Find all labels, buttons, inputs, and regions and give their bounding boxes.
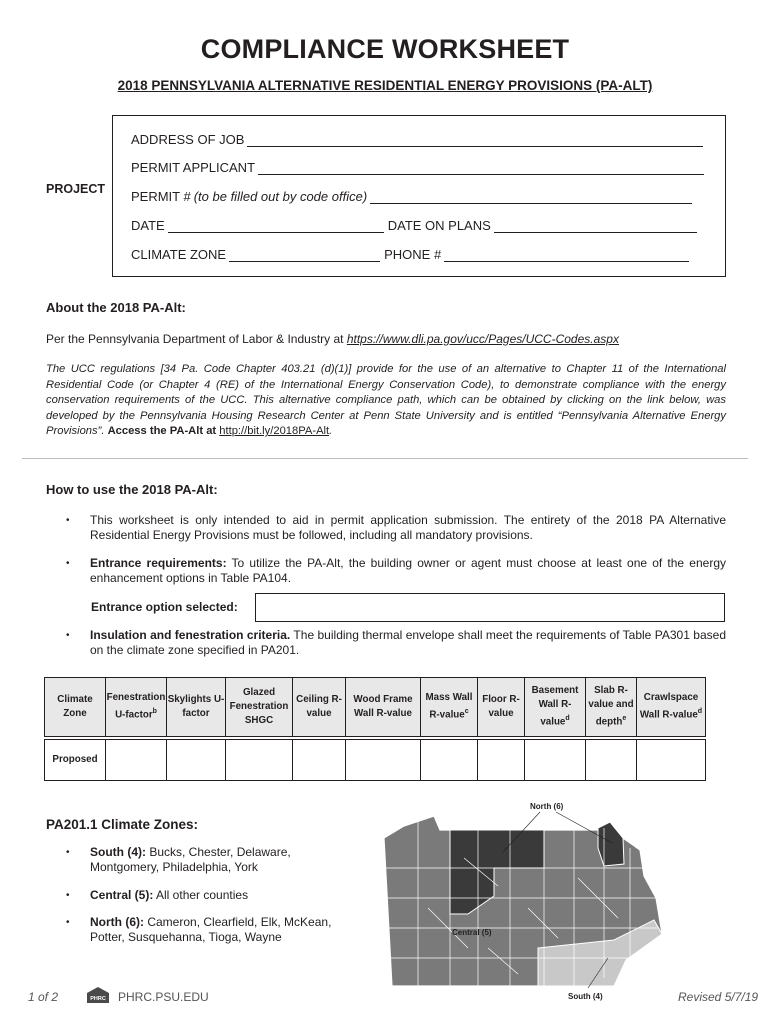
table-header-cell [293,678,346,737]
pa-alt-link[interactable]: http://bit.ly/2018PA-Alt [219,425,330,438]
proposed-input-cell[interactable] [106,740,167,781]
proposed-input-cell[interactable] [525,740,586,781]
zone-north-text: Cameron, Clearfield, Elk, McKean, Potter, Susquehanna, Tioga, Wayne [90,915,332,944]
about-p2-text: The UCC regulations [34 Pa. Code Chapter 403.21 (d)(1)] provide for the use of an alternative to Chapter 11 of the International Residential Code (or Chapter 4 (RE) of the International Energy Conservation Code), to demonstrate compliance with the energy conservation requirements of the UCC. This alternative compliance path, which can be obtained by clicking on the link below, was developed by the Pennsylvania Housing Research Center at Penn State University and is entitled “Pennsylvania Alternative Energy Provisions”. [46,363,726,438]
address-label: ADDRESS OF JOB [131,132,245,147]
table-header-label: Fenestration U-factor [106,692,166,721]
table-header-label: Climate Zone [57,694,93,719]
list-item [66,556,726,586]
permit-blank[interactable] [370,191,692,204]
permit-field[interactable] [131,189,706,204]
entrance-bold: Entrance requirements: [90,556,227,570]
phone-blank[interactable] [444,249,689,262]
about-access-bold: Access the PA-Alt at [107,425,220,438]
about-p2-end: . [329,425,333,438]
proposed-row-label: Proposed [45,740,106,781]
zone-central-text: All other counties [153,888,249,902]
permit-note: (to be filled out by code office) [193,189,368,204]
phone-label: PHONE # [384,247,442,262]
zone-north [90,915,356,945]
table-header-row [45,678,706,737]
svg-text:PHRC: PHRC [90,996,106,1002]
page-number: 1 of 2 [28,990,59,1004]
zone-north-bold: North (6): [90,915,144,929]
list-item [66,915,356,945]
about-heading: About the 2018 PA-Alt: [46,300,186,315]
requirements-table [44,677,706,781]
about-paragraph-1 [46,332,619,346]
table-header-footnote: b [152,708,157,716]
how-bullet-3 [90,628,726,658]
table-header-label: Wood Frame Wall R-value [353,694,413,719]
zone-south [90,845,356,875]
table-header-footnote: d [565,715,570,723]
proposed-input-cell[interactable] [421,740,478,781]
about-p1-text: Per the Pennsylvania Department of Labor & Industry at [46,332,347,346]
list-item [66,628,726,658]
proposed-input-cell[interactable] [346,740,421,781]
applicant-field[interactable] [131,160,706,175]
table-header-footnote: e [622,715,627,723]
proposed-input-cell[interactable] [167,740,226,781]
table-header-cell [478,678,525,737]
zone-central-bold: Central (5): [90,888,154,902]
date-on-plans-blank[interactable] [494,220,697,233]
dli-link[interactable]: https://www.dli.pa.gov/ucc/Pages/UCC-Codes.aspx [346,332,619,346]
list-item [66,888,356,903]
bullet-icon: • [66,847,70,858]
section-divider [22,458,748,459]
map-region-north-wayne [598,822,624,866]
entrance-option-label: Entrance option selected: [91,600,238,614]
table-header-label: Mass Wall R-value [425,692,473,721]
page-subtitle: 2018 PENNSYLVANIA ALTERNATIVE RESIDENTIAL ENERGY PROVISIONS (PA-ALT) [117,78,653,93]
address-blank[interactable] [247,134,703,147]
proposed-input-cell[interactable] [478,740,525,781]
date-label: DATE [131,218,165,233]
table-header-cell [106,678,167,737]
project-info-box [112,115,726,277]
zone-south-text: Bucks, Chester, Delaware, Montgomery, Philadelphia, York [90,845,291,874]
map-label-central: Central (5) [452,928,492,937]
project-label: PROJECT [46,182,106,196]
climate-zone-label: CLIMATE ZONE [131,247,227,262]
table-header-cell [226,678,293,737]
zone-south-bold: South (4): [90,845,146,859]
page-title: COMPLIANCE WORKSHEET [200,34,570,64]
table-header-label: Crawlspace Wall R-value [639,692,699,721]
how-heading: How to use the 2018 PA-Alt: [46,482,218,497]
zone-central [90,888,356,903]
date-blank[interactable] [168,220,384,233]
list-item [66,845,356,875]
how-bullet-1: This worksheet is only intended to aid in permit application submission. The entirety of the 2018 PA Alternative Residential Energy Provisions must be followed, including all mandatory provisions. [90,513,726,542]
climate-zones-heading: PA201.1 Climate Zones: [46,817,199,832]
climate-phone-field[interactable] [131,247,706,262]
proposed-input-cell[interactable] [637,740,706,781]
table-row [45,740,706,781]
applicant-blank[interactable] [258,162,704,175]
climate-zone-blank[interactable] [229,249,380,262]
insulation-bold: Insulation and fenestration criteria. [90,628,291,642]
bullet-icon: • [66,890,70,901]
table-header-cell [637,678,706,737]
table-header-cell [167,678,226,737]
applicant-label: PERMIT APPLICANT [131,160,256,175]
table-header-cell [525,678,586,737]
entrance-option-field[interactable] [255,593,725,622]
table-header-cell [346,678,421,737]
date-field[interactable] [131,218,706,233]
table-header-cell [586,678,637,737]
table-header-label: Floor R-value [482,694,520,719]
table-header-label: Basement Wall R-value [531,685,579,728]
pa-climate-zone-map [378,798,738,1006]
table-header-footnote: c [464,708,469,716]
date-on-plans-label: DATE ON PLANS [387,218,491,233]
insulation-text: The building thermal envelope shall meet the requirements of Table PA301 based on the climate zone specified in PA201. [90,628,726,657]
table-header-cell [45,678,106,737]
revised-date: Revised 5/7/19 [678,990,759,1004]
map-label-north: North (6) [530,802,564,811]
map-label-south: South (4) [568,992,603,1001]
about-paragraph-2 [46,362,726,440]
list-item [66,513,726,543]
entrance-text: To utilize the PA-Alt, the building owner or agent must choose at least one of the energy enhancement options in Table PA104. [90,556,726,585]
proposed-input-cell[interactable] [586,740,637,781]
permit-label: PERMIT # [131,189,191,204]
table-header-label: Glazed Fenestration SHGC [229,687,289,726]
table-header-cell [421,678,478,737]
bullet-icon: • [66,630,70,641]
phrc-logo-icon [86,986,110,1004]
table-header-label: Slab R-value and depth [588,685,634,728]
bullet-icon: • [66,917,70,928]
proposed-input-cell[interactable] [293,740,346,781]
table-header-label: Skylights U-factor [167,694,225,719]
address-field[interactable] [131,132,706,147]
pa-map-svg [378,798,738,1006]
table-header-label: Ceiling R-value [296,694,342,719]
bullet-icon: • [66,515,70,526]
proposed-input-cell[interactable] [226,740,293,781]
footer-url: PHRC.PSU.EDU [118,990,209,1004]
table-header-footnote: d [697,708,703,716]
bullet-icon: • [66,558,70,569]
how-bullet-2 [90,556,726,586]
